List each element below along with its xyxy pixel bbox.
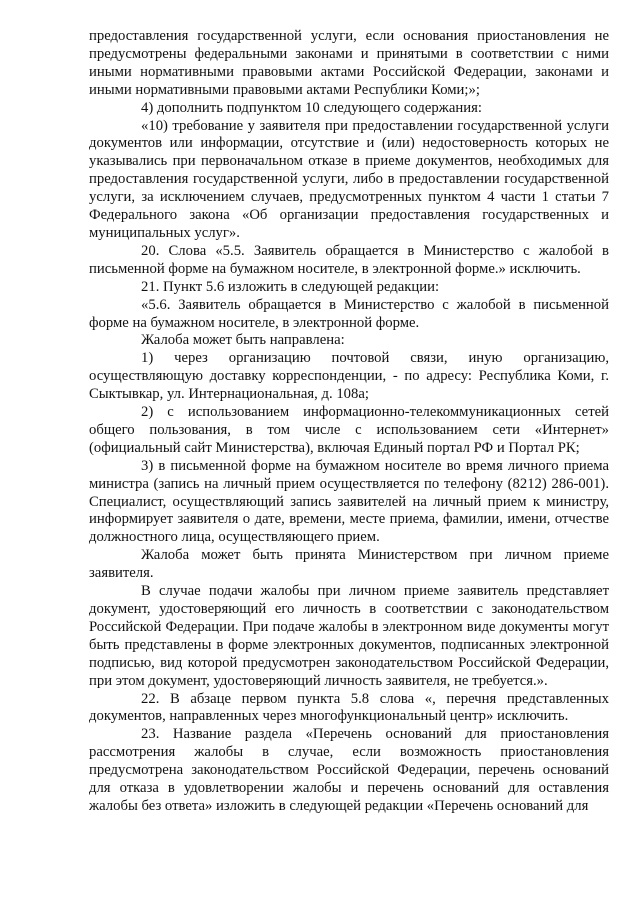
paragraph-item-22: 22. В абзаце первом пункта 5.8 слова «, перечня представленных документов, направленных через многофункциональный центр» исключить. xyxy=(89,690,609,725)
paragraph-clause-5-6: «5.6. Заявитель обращается в Министерство с жалобой в письменной форме на бумажном носителе, в электронной форме. xyxy=(89,296,609,331)
paragraph-item-21: 21. Пункт 5.6 изложить в следующей редакции: xyxy=(141,278,440,295)
document-page xyxy=(89,28,609,816)
paragraph-item-23: 23. Название раздела «Перечень оснований для приостановления рассмотрения жалобы в случае, если возможность приостановления предусмотрена законодательством Российской Федерации, перечень оснований для отказа в удовлетворении жалобы и перечень оснований для оставления жалобы без ответа» изложить в следующей редакции «Перечень оснований для xyxy=(89,726,609,814)
paragraph-item-20: 20. Слова «5.5. Заявитель обращается в Министерство с жалобой в письменной форме на бумажном носителе, в электронной форме.» исключить. xyxy=(89,242,609,277)
paragraph-channel-1: 1) через организацию почтовой связи, иную организацию, осуществляющую доставку корреспонденции, - по адресу: Республика Коми, г. Сыктывкар, ул. Интернациональная, д. 108а; xyxy=(89,350,609,403)
paragraph-continuation: предоставления государственной услуги, если основания приостановления не предусмотрены федеральными законами и принятыми в соответствии с ними иными нормативными правовыми актами Российской Федерации, законами и иными нормативными правовыми актами Республики Коми;»; xyxy=(89,28,609,98)
paragraph-complaint-channels: Жалоба может быть направлена: xyxy=(141,332,345,349)
paragraph-subitem-4: 4) дополнить подпунктом 10 следующего содержания: xyxy=(141,99,482,116)
paragraph-channel-2: 2) с использованием информационно-телекоммуникационных сетей общего пользования, в том числе с использованием сети «Интернет» (официальный сайт Министерства), включая Единый портал РФ и Портал РК; xyxy=(89,404,609,456)
paragraph-personal-reception: Жалоба может быть принята Министерством при личном приеме заявителя. xyxy=(89,547,609,582)
paragraph-channel-3: 3) в письменной форме на бумажном носителе во время личного приема министра (запись на личный прием осуществляется по телефону (8212) 286-001). Специалист, осуществляющий запись заявителей на личный прием к министру, информирует заявителя о дате, времени, месте приема, фамилии, имени, отчестве должностного лица, осуществляющего прием. xyxy=(89,457,609,546)
paragraph-subitem-10: «10) требование у заявителя при предоставлении государственной услуги документов или информации, отсутствие и (или) недостоверность которых не указывались при первоначальном отказе в приеме документов, необходимых для предоставления государственной услуги, либо в предоставлении государственной услуги, за исключением случаев, предусмотренных пунктом 4 части 1 статьи 7 Федерального закона «Об организации предоставления государственных и муниципальных услуг». xyxy=(89,117,609,241)
paragraph-identity-document: В случае подачи жалобы при личном приеме заявитель представляет документ, удостоверяющий его личность в соответствии с законодательством Российской Федерации. При подаче жалобы в электронном виде документы могут быть представлены в форме электронных документов, подписанных электронной подписью, вид которой предусмотрен законодательством Российской Федерации, при этом документ, удостоверяющий личность заявителя, не требуется.». xyxy=(89,583,609,689)
